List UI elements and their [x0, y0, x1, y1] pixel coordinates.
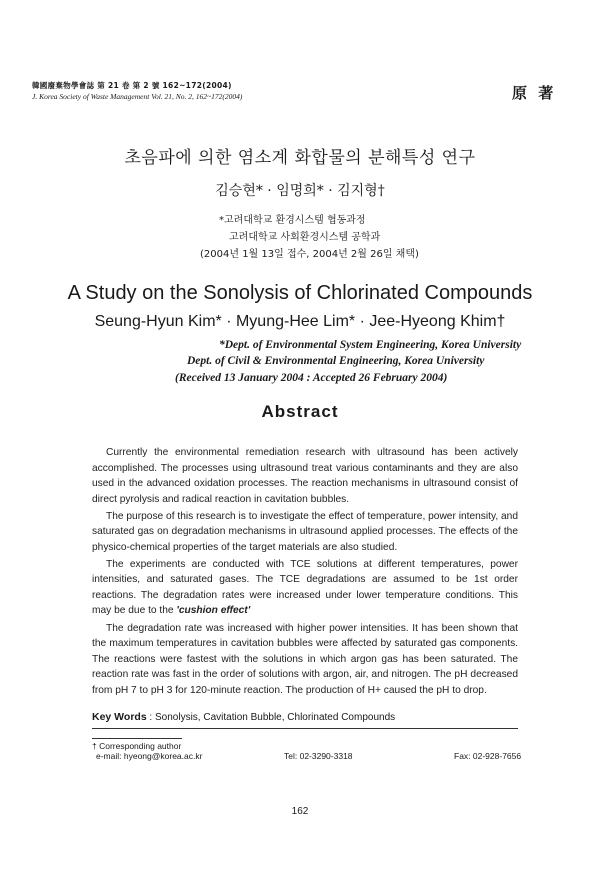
title-korean: 초음파에 의한 염소계 화합물의 분해특성 연구 — [124, 148, 476, 168]
corresponding-tel: Tel: 02-3290-3318 — [284, 751, 353, 761]
abstract-paragraph-1: Currently the environmental remediation research with ultrasound has been actively accomplished. The processes using ultrasound treat various contaminants and they are also used in the advanced oxidation processes. The reaction mechanisms in ultrasound consist of direct pyrolysis and radical reaction in cavitation bubbles. — [92, 447, 518, 505]
abstract-paragraph-3-text: The experiments are conducted with TCE solutions at different temperatures, power intensities, and saturated gases. The TCE degradations are assumed to be 1st order reactions. The degradation rates were increased under lower temperature conditions. This may be due to the — [92, 558, 518, 617]
corresponding-author-note: † Corresponding author — [92, 741, 182, 751]
keywords — [92, 711, 395, 723]
article-type-label: 原 著 — [512, 84, 557, 102]
affiliation-english-2: Dept. of Civil & Environmental Engineering, Korea University — [187, 355, 485, 367]
journal-header-english: J. Korea Society of Waste Management Vol. 21, No. 2, 162~172(2004) — [32, 92, 243, 101]
keywords-label: Key Words — [92, 711, 147, 723]
abstract-paragraph-4: The degradation rate was increased with higher power intensities. It has been shown that the maximum temperatures in cavitation bubbles were affected by saturated gas components. The reactions were fastest with the solutions in which argon gas has been saturated. The reaction rate was fast in the order of solutions with argon, air, and nitrogen. The pH decreased from pH 7 to pH 3 for 120-minute reaction. The production of H+ caused the pH to drop. — [92, 622, 518, 696]
page-number: 162 — [291, 806, 309, 817]
affiliation-korean-1: *고려대학교 환경시스템 협동과정 — [219, 215, 366, 226]
title-english: A Study on the Sonolysis of Chlorinated Compounds — [67, 282, 533, 304]
affiliation-korean-2: 고려대학교 사회환경시스템 공학과 — [229, 232, 381, 243]
abstract-paragraph-3 — [92, 557, 518, 619]
cushion-effect-emphasis: 'cushion effect' — [176, 605, 251, 617]
keywords-text: : Sonolysis, Cavitation Bubble, Chlorinated Compounds — [146, 712, 396, 723]
journal-header-korean: 韓國廢棄物學會誌 第 21 卷 第 2 號 162~172(2004) — [32, 81, 232, 90]
abstract-paragraph-2: The purpose of this research is to investigate the effect of temperature, power intensity, and saturated gas on degradation mechanisms in ultrasound applied processes. The effects of the physico-chemical properties of the target materials are also studied. — [92, 510, 518, 553]
keywords-divider — [92, 728, 518, 729]
authors-english: Seung-Hyun Kim* · Myung-Hee Lim* · Jee-Hyeong Khim† — [94, 313, 506, 330]
authors-korean: 김승현* · 임명희* · 김지형† — [215, 183, 385, 199]
received-dates-korean: (2004년 1월 13일 접수, 2004년 2월 26일 채택) — [200, 249, 419, 260]
footnote-divider — [92, 738, 182, 739]
corresponding-fax: Fax: 02-928-7656 — [454, 751, 522, 761]
affiliation-english-1: *Dept. of Environmental System Engineering, Korea University — [219, 339, 522, 351]
corresponding-email: e-mail: hyeong@korea.ac.kr — [96, 751, 203, 761]
abstract-heading: Abstract — [261, 402, 339, 421]
abstract-body — [92, 445, 518, 700]
received-dates-english: (Received 13 January 2004 : Accepted 26 February 2004) — [175, 372, 448, 384]
